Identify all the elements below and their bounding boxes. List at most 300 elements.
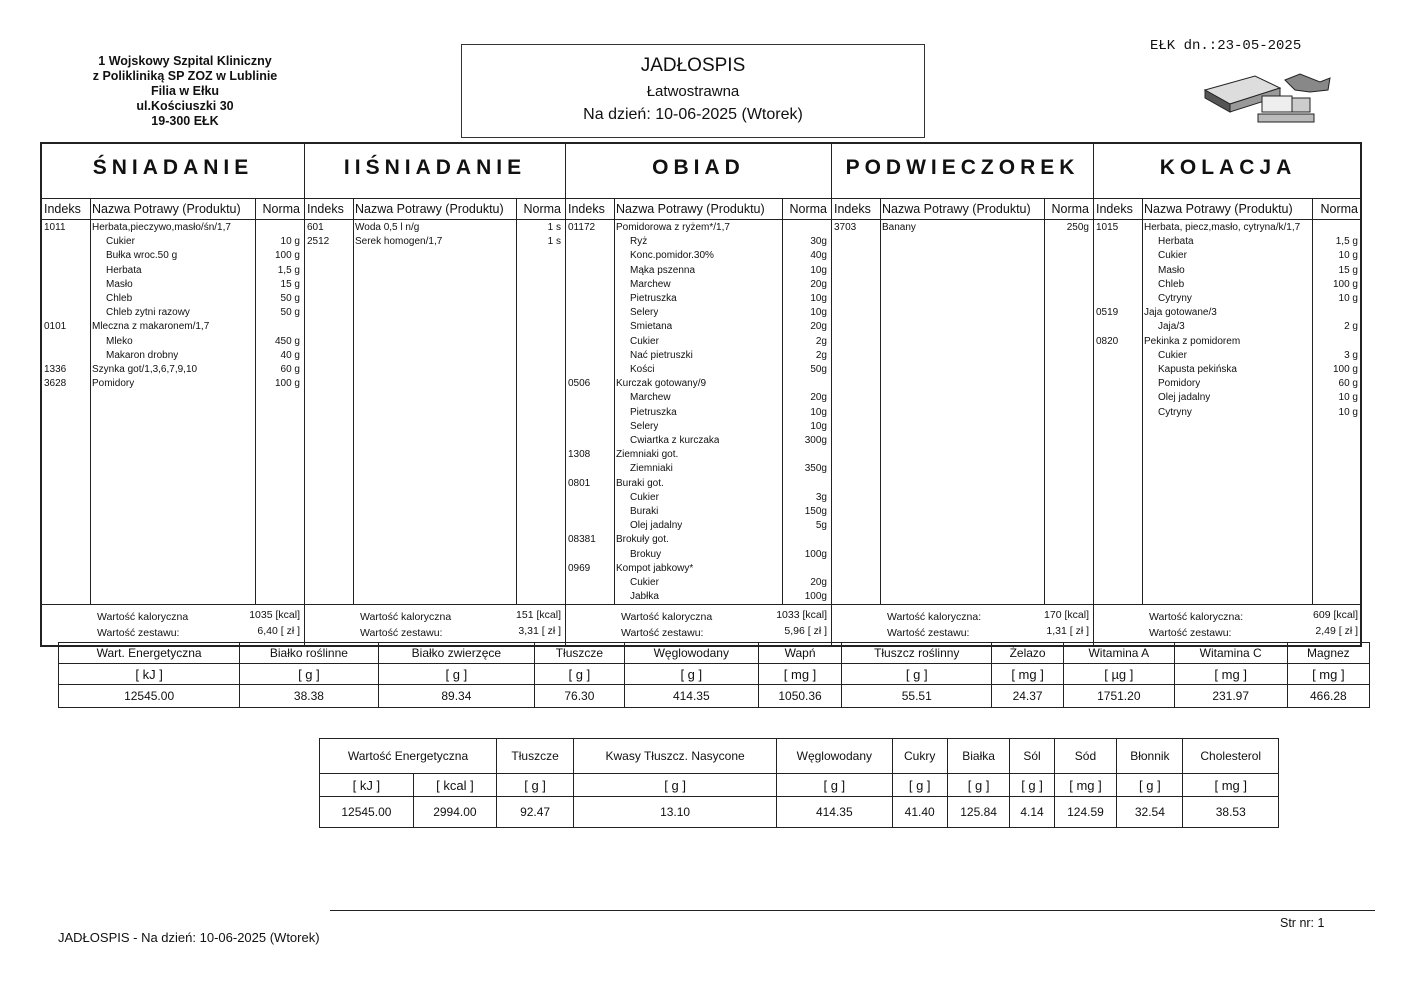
item-name: Konc.pomidor.30% [630,250,714,262]
item-name: Pekinka z pomidorem [1144,335,1241,347]
item-row [566,577,831,591]
item-index: 0506 [568,378,591,390]
item-norm: 300g [804,435,827,446]
calorie-label: Wartość kaloryczna [621,611,713,623]
item-row [566,364,831,378]
item-index: 0101 [44,321,67,333]
nutrition-row-headers [59,643,1370,664]
item-row [1094,321,1362,335]
item-name: Pomidorowa z ryżem*/1,7 [616,222,730,233]
column-headers [832,198,1093,220]
item-row [566,563,831,577]
nutrition-cell: 12545.00 [59,685,240,708]
item-name: Marchew [630,278,671,290]
item-norm: 150g [804,506,827,517]
item-row [566,534,831,548]
page-number: Str nr: 1 [1280,916,1325,930]
item-name: Cukier [630,491,659,503]
item-index: 1011 [44,222,66,233]
nutrition-label-header: Sód [1054,739,1117,774]
column-divider [880,198,881,605]
item-norm: 20g [810,278,827,290]
item-name: Mąka pszenna [630,264,696,276]
calorie-value: 1033 [kcal] [776,609,827,621]
nutrition-cell: 466.28 [1287,685,1369,708]
nutrition-label-header: Cholesterol [1183,739,1279,774]
item-row [566,549,831,563]
item-name: Olej jadalny [1158,392,1211,404]
item-norm: 2g [815,349,827,361]
item-index: 0519 [1096,307,1119,319]
item-row [1094,350,1362,364]
nutrition-label-cell: 38.53 [1183,797,1279,828]
nutrition-label-row-units [320,774,1279,797]
calorie-value: 1035 [kcal] [249,609,300,621]
nutrition-label-cell: [ g ] [497,774,574,797]
item-norm: 10g [810,420,827,432]
item-name: Serek homogen/1,7 [355,236,443,248]
item-norm: 15 g [1338,264,1358,276]
meal-summary [305,604,565,645]
cost-label: Wartość zestawu: [621,627,704,639]
item-norm: 50g [810,364,827,375]
item-norm: 250g [1066,222,1089,233]
header-name: Nazwa Potrawy (Produktu) [882,202,1031,216]
meal-column [42,144,305,645]
nutrition-label-header: Cukry [892,739,947,774]
item-norm: 2 g [1344,321,1358,333]
item-name: Chleb [1158,278,1185,290]
header-index: Indeks [1096,202,1133,216]
meal-title: PODWIECZOREK [845,156,1080,179]
meal-summary [832,604,1093,645]
cost-label: Wartość zestawu: [97,627,180,639]
nutrition-row-values [59,685,1370,708]
item-name: Herbata,pieczywo,masło/śn/1,7 [92,222,231,233]
item-norm: 20g [810,577,827,588]
nutrition-label-table [319,738,1279,828]
item-name: Banany [882,222,916,233]
nutrition-label-cell: 13.10 [574,797,777,828]
nutrition-label-cell: 4.14 [1010,797,1054,828]
item-name: Buraki got. [616,477,664,489]
nutrition-cell: [ g ] [842,664,992,685]
item-row [566,421,831,435]
nutrition-cell: [ g ] [535,664,625,685]
nutrition-label-cell: [ kcal ] [413,774,496,797]
item-row [832,222,1093,236]
meal-plan-table [40,142,1362,647]
item-name: Mleczna z makaronem/1,7 [92,321,210,333]
item-name: Cukier [1158,250,1187,262]
item-name: Woda 0,5 l n/g [355,222,420,233]
item-norm: 5g [815,520,827,532]
nutrition-label-cell: 12545.00 [320,797,414,828]
nutrition-cell: [ g ] [240,664,378,685]
item-name: Cukier [630,577,659,588]
nutrition-cell: 76.30 [535,685,625,708]
item-name: Selery [630,420,659,432]
item-row [42,279,304,293]
item-name: Chleb zytni razowy [106,307,190,319]
calorie-value: 609 [kcal] [1313,609,1358,621]
calorie-label: Wartość kaloryczna: [887,611,982,623]
nutrition-cell: [ µg ] [1063,664,1174,685]
column-divider [516,198,517,605]
item-row [42,350,304,364]
item-row [566,492,831,506]
nutrition-label-header: Wartość Energetyczna [320,739,497,774]
nutrition-label-header: Białka [947,739,1010,774]
nutrition-cell: 414.35 [624,685,758,708]
item-row [1094,279,1362,293]
item-row [42,222,304,236]
item-row [1094,265,1362,279]
item-name: Buraki [630,506,659,517]
item-name: Cytryny [1158,406,1192,418]
item-norm: 30g [810,236,827,248]
nutrition-label-cell: 32.54 [1117,797,1183,828]
hospital-line: 19-300 EŁK [151,114,219,128]
item-index: 0820 [1096,335,1119,347]
cost-label: Wartość zestawu: [887,627,970,639]
item-row [566,307,831,321]
item-index: 3628 [44,378,67,390]
item-norm: 10g [810,293,827,304]
item-row [1094,407,1362,421]
nutrition-cell: Wapń [758,643,841,664]
nutrition-cell: Witamina A [1063,643,1174,664]
item-norm: 60 g [1338,378,1358,390]
item-row [305,236,565,250]
item-row [566,407,831,421]
nutrition-label-cell: [ g ] [1010,774,1054,797]
item-norm: 20g [810,321,827,333]
nutrition-cell: 38.38 [240,685,378,708]
nutrition-cell: Magnez [1287,643,1369,664]
meal-summary [566,604,831,645]
item-name: Masło [106,278,133,290]
item-name: Herbata, piecz,masło, cytryna/k/1,7 [1144,222,1301,233]
item-norm: 10 g [280,236,300,248]
column-headers [42,198,304,220]
meal-title: KOLACJA [1159,156,1297,179]
nutrition-cell: [ mg ] [992,664,1064,685]
item-row [566,236,831,250]
item-name: Cukier [106,236,135,248]
hospital-address [70,54,300,129]
item-name: Jaja gotowane/3 [1144,307,1217,319]
nutrition-label-cell: 125.84 [947,797,1010,828]
page-footer: JADŁOSPIS - Na dzień: 10-06-2025 (Wtorek) [58,930,320,945]
item-row [1094,293,1362,307]
item-name: Bułka wroc.50 g [106,250,178,262]
column-divider [1044,198,1045,605]
item-row [42,265,304,279]
calorie-label: Wartość kaloryczna: [1149,611,1244,623]
item-norm: 450 g [274,335,300,347]
column-headers [566,198,831,220]
item-name: Ryż [630,236,648,248]
column-headers [1094,198,1362,220]
nutrition-cell: Żelazo [992,643,1064,664]
nutrition-cell: [ g ] [624,664,758,685]
item-norm: 10 g [1338,293,1358,304]
item-norm: 40 g [280,349,300,361]
header-norm: Norma [523,202,561,216]
item-name: Ziemniaki [630,463,673,475]
item-name: Kurczak gotowany/9 [616,378,707,390]
item-index: 3703 [834,222,857,233]
item-name: Chleb [106,293,133,304]
item-row [1094,392,1362,406]
item-norm: 10 g [1338,250,1358,262]
item-name: Brokuły got. [616,534,669,546]
item-name: Jabłka [630,591,659,603]
item-name: Jaja/3 [1158,321,1185,333]
nutrition-label-cell: [ g ] [777,774,893,797]
item-name: Pomidory [92,378,135,390]
item-name: Pietruszka [630,293,677,304]
nutrition-row-units [59,664,1370,685]
item-norm: 1 s [547,222,561,233]
item-index: 601 [307,222,324,233]
item-row [566,350,831,364]
header-name: Nazwa Potrawy (Produktu) [355,202,504,216]
hospital-line: ul.Kościuszki 30 [136,99,234,113]
item-row [566,279,831,293]
item-row [42,236,304,250]
item-name: Makaron drobny [106,349,179,361]
meal-column [832,144,1094,645]
item-norm: 350g [804,463,827,475]
header-name: Nazwa Potrawy (Produktu) [616,202,765,216]
item-row [1094,222,1362,236]
nutrition-cell: Witamina C [1174,643,1287,664]
meal-summary [42,604,304,645]
item-row [1094,250,1362,264]
item-name: Herbata [106,264,142,276]
item-row [566,336,831,350]
item-norm: 1,5 g [1335,236,1358,248]
item-row [566,478,831,492]
item-name: Selery [630,307,659,319]
calorie-label: Wartość kaloryczna [97,611,189,623]
item-name: Kości [630,364,655,375]
item-name: Nać pietruszki [630,349,693,361]
item-name: Cukier [1158,349,1187,361]
item-row [566,293,831,307]
item-row [1094,307,1362,321]
nutrition-cell: Węglowodany [624,643,758,664]
item-index: 2512 [307,236,330,248]
cost-value: 6,40 [ zł ] [257,625,300,637]
nutrition-cell: 231.97 [1174,685,1287,708]
item-index: 0969 [568,562,591,574]
item-row [42,307,304,321]
item-name: Szynka got/1,3,6,7,9,10 [92,364,198,375]
item-name: Śmietana [630,321,673,333]
column-headers [305,198,565,220]
cost-value: 3,31 [ zł ] [518,625,561,637]
item-name: Mleko [106,335,133,347]
calorie-value: 151 [kcal] [516,609,561,621]
item-row [566,435,831,449]
item-name: Cytryny [1158,293,1192,304]
item-norm: 10g [810,406,827,418]
item-norm: 3 g [1344,349,1358,361]
item-row [305,222,565,236]
column-divider [353,198,354,605]
item-row [1094,236,1362,250]
nutrition-cell: [ kJ ] [59,664,240,685]
item-index: 1336 [44,364,67,375]
item-row [566,392,831,406]
nutrition-cell: 1050.36 [758,685,841,708]
item-row [566,520,831,534]
nutrition-cell: 1751.20 [1063,685,1174,708]
nutrition-label-header: Kwasy Tłuszcz. Nasycone [574,739,777,774]
item-name: Cukier [630,335,659,347]
item-norm: 60 g [280,364,300,375]
item-name: Herbata [1158,236,1194,248]
item-name: Kompot jabkowy* [616,562,694,574]
item-name: Ziemniaki got. [616,449,679,461]
item-norm: 1,5 g [277,264,300,276]
item-norm: 100 g [274,378,300,390]
nutrition-cell: 89.34 [378,685,534,708]
item-row [566,378,831,392]
item-row [42,321,304,335]
header-index: Indeks [568,202,605,216]
nutrition-label-cell: [ mg ] [1054,774,1117,797]
item-name: Brokuy [630,548,662,560]
nutrition-label-cell: [ g ] [574,774,777,797]
hospital-line: Filia w Ełku [150,84,220,98]
item-norm: 10g [810,264,827,276]
header-norm: Norma [1320,202,1358,216]
header-norm: Norma [1051,202,1089,216]
meal-title: OBIAD [652,156,745,179]
item-norm: 15 g [280,278,300,290]
item-row [566,321,831,335]
nutrition-label-cell: 414.35 [777,797,893,828]
item-norm: 10 g [1338,406,1358,418]
meal-title: ŚNIADANIE [92,156,254,179]
item-name: Masło [1158,264,1185,276]
nutrition-cell: Białko roślinne [240,643,378,664]
meal-summary [1094,604,1362,645]
header-index: Indeks [44,202,81,216]
nutrition-label-headers [320,739,1279,774]
item-row [42,250,304,264]
item-index: 08381 [568,534,596,546]
item-index: 1308 [568,449,591,461]
item-name: Pietruszka [630,406,677,418]
header-norm: Norma [789,202,827,216]
item-row [42,378,304,392]
nutrition-cell: [ mg ] [1287,664,1369,685]
nutrition-label-cell: 41.40 [892,797,947,828]
nutrition-label-header: Błonnik [1117,739,1183,774]
book-computer-icon [1200,68,1340,128]
item-norm: 3g [815,491,827,503]
nutrition-cell: Białko zwierzęce [378,643,534,664]
nutrition-label-cell: 124.59 [1054,797,1117,828]
document-title: JADŁOSPIS [640,55,746,76]
nutrition-cell: [ mg ] [758,664,841,685]
item-norm: 50 g [280,307,300,319]
item-norm: 10g [810,307,827,319]
item-row [566,222,831,236]
nutrition-cell: Tłuszcze [535,643,625,664]
calorie-label: Wartość kaloryczna [360,611,452,623]
nutrition-cell: 55.51 [842,685,992,708]
header-name: Nazwa Potrawy (Produktu) [92,202,241,216]
nutrition-label-row-values [320,797,1279,828]
item-norm: 1 s [547,236,561,248]
item-name: Kapusta pekińska [1158,364,1237,375]
header-index: Indeks [307,202,344,216]
nutrition-label-cell: 92.47 [497,797,574,828]
nutrition-cell: Tłuszcz roślinny [842,643,992,664]
item-norm: 100 g [274,250,300,262]
meal-column [1094,144,1362,645]
item-row [42,293,304,307]
footer-divider [330,910,1375,911]
item-row [42,364,304,378]
item-row [1094,364,1362,378]
meal-column [305,144,566,645]
nutrition-cell: [ mg ] [1174,664,1287,685]
nutrition-label-cell: [ mg ] [1183,774,1279,797]
item-name: Olej jadalny [630,520,683,532]
nutrition-summary-table [58,642,1370,708]
item-norm: 20g [810,392,827,404]
header-name: Nazwa Potrawy (Produktu) [1144,202,1293,216]
cost-label: Wartość zestawu: [360,627,443,639]
item-norm: 50 g [280,293,300,304]
item-index: 1015 [1096,222,1119,233]
item-row [1094,336,1362,350]
header-index: Indeks [834,202,871,216]
item-index: 01172 [568,222,596,233]
meal-title: IIŚNIADANIE [343,156,527,179]
nutrition-cell: [ g ] [378,664,534,685]
item-norm: 100 g [1332,364,1358,375]
item-row [566,506,831,520]
diet-name: Łatwostrawna [646,83,740,100]
item-norm: 100g [804,591,827,603]
nutrition-label-cell: [ kJ ] [320,774,414,797]
cost-value: 5,96 [ zł ] [784,625,827,637]
nutrition-label-cell: [ g ] [947,774,1010,797]
nutrition-label-cell: [ g ] [892,774,947,797]
item-norm: 2g [815,335,827,347]
item-norm: 40g [810,250,827,262]
calorie-value: 170 [kcal] [1044,609,1089,621]
item-name: Pomidory [1158,378,1201,390]
print-date: EŁK dn.:23-05-2025 [1150,38,1302,54]
item-row [42,336,304,350]
item-row [566,463,831,477]
header-norm: Norma [262,202,300,216]
nutrition-cell: Wart. Energetyczna [59,643,240,664]
cost-value: 2,49 [ zł ] [1315,625,1358,637]
nutrition-label-cell: [ g ] [1117,774,1183,797]
hospital-line: z Polikliniką SP ZOZ w Lublinie [92,69,278,83]
item-row [566,449,831,463]
